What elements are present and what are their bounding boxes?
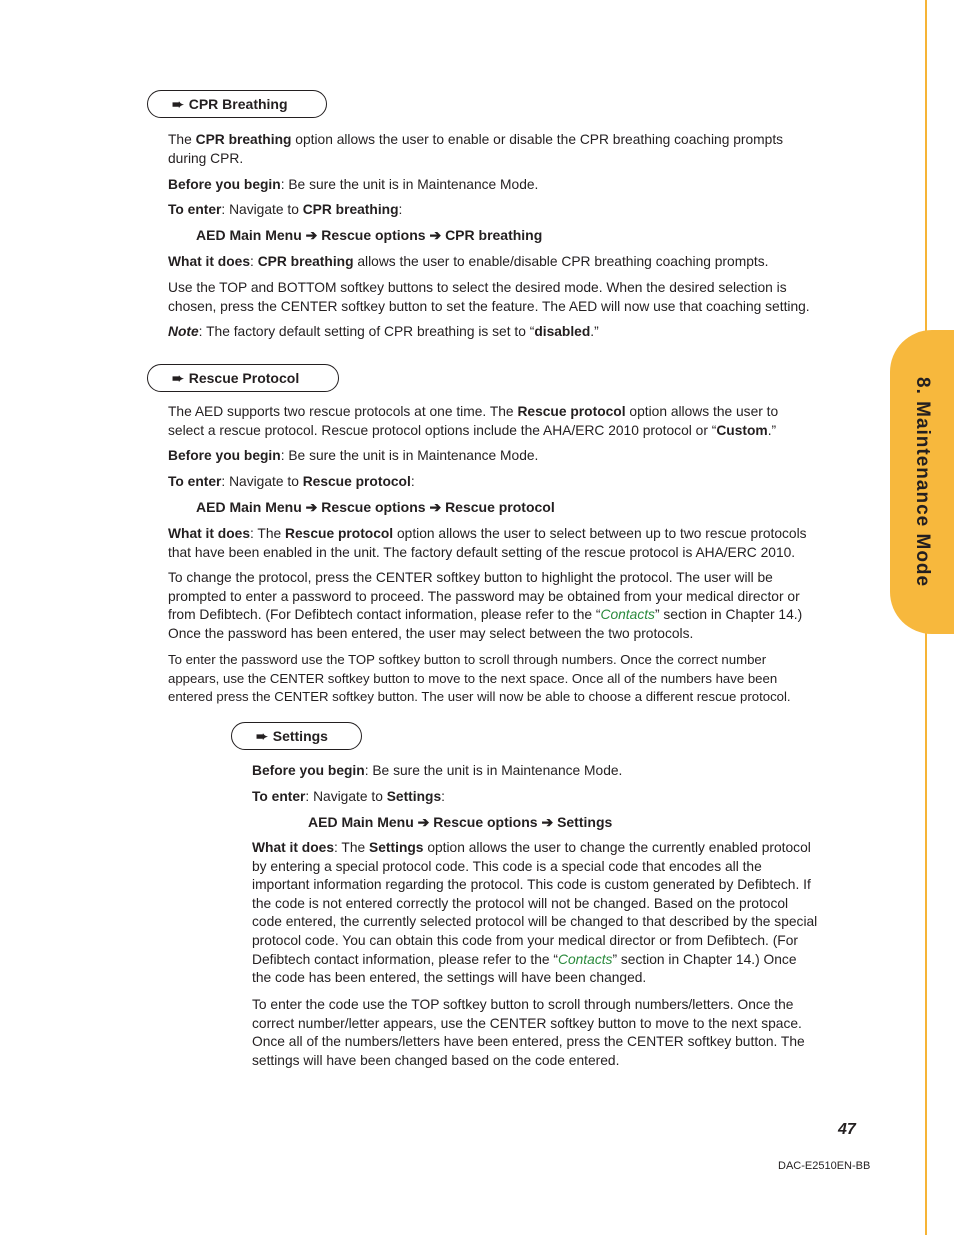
settings-code: To enter the code use the TOP softkey button to scroll through numbers/letters. Once the correct number/letter appears, use the CENTER softkey button to move to the next space. Once all of the numbers/letters have been entered, press the CENTER softkey button. The settings will have been changed based on the code entered.	[252, 997, 805, 1068]
contacts-link[interactable]: Contacts	[558, 951, 613, 967]
document-code: DAC-E2510EN-BB	[778, 1160, 871, 1172]
arrow-right-icon: ➨	[256, 727, 268, 744]
cpr-breathing-heading	[147, 90, 327, 118]
cpr-enter: To enter: Navigate to CPR breathing:	[168, 202, 403, 217]
rescue-protocol-heading	[147, 364, 339, 392]
cpr-usage: Use the TOP and BOTTOM softkey buttons to select the desired mode. When the desired selection is chosen, press the CENTER softkey button to set the feature. The AED will now use that coaching setting.	[168, 280, 810, 314]
cpr-before: Before you begin: Be sure the unit is in Maintenance Mode.	[168, 177, 539, 192]
cpr-breathing-heading-label: CPR Breathing	[188, 96, 288, 112]
rescue-before: Before you begin: Be sure the unit is in Maintenance Mode.	[168, 448, 539, 463]
rescue-intro: The AED supports two rescue protocols at one time. The Rescue protocol option allows the user to select a rescue protocol. Rescue protocol options include the AHA/ERC 2010 protocol or “Custom.”	[168, 404, 779, 438]
arrow-right-icon: ➨	[172, 369, 184, 386]
settings-enter: To enter: Navigate to Settings:	[252, 789, 445, 804]
cpr-menu-path: AED Main Menu ➔ Rescue options ➔ CPR breathing	[196, 227, 543, 243]
chapter-tab-label: 8. Maintenance Mode	[912, 376, 933, 588]
settings-before: Before you begin: Be sure the unit is in Maintenance Mode.	[252, 763, 623, 778]
cpr-what: What it does: CPR breathing allows the user to enable/disable CPR breathing coaching prompts.	[168, 254, 769, 269]
contacts-link[interactable]: Contacts	[600, 607, 655, 623]
rescue-enter: To enter: Navigate to Rescue protocol:	[168, 474, 415, 489]
chapter-tab	[890, 330, 954, 634]
page-number: 47	[838, 1121, 856, 1138]
settings-what: What it does: The Settings option allows the user to change the currently enabled protocol by entering a special protocol code. This code is a special code that encodes all the important information regarding the protocol. This code is custom generated by Defibtech. If the code is not entered correctly the protocol will not be changed. Based on the protocol code entered, the currently selected protocol will be changed to that described by the special protocol code. You can obtain this code from your medical director or from Defibtech. (For Defibtech contact information, please refer to the “Contacts” section in Chapter 14.) Once the code has been entered, the settings will have been changed.	[252, 840, 818, 986]
cpr-note: Note: The factory default setting of CPR breathing is set to “disabled.”	[168, 324, 599, 339]
rescue-password: To enter the password use the TOP softkey button to scroll through numbers. Once the correct number appears, use the CENTER softkey button to move to the next space. Once all of the numbers have been entered press the CENTER softkey button. The user will now be able to choose a different rescue protocol.	[168, 652, 791, 705]
arrow-right-icon: ➨	[172, 95, 184, 112]
settings-menu-path: AED Main Menu ➔ Rescue options ➔ Settings	[308, 814, 613, 830]
rescue-protocol-heading-label: Rescue Protocol	[188, 370, 300, 386]
settings-heading-label: Settings	[272, 728, 328, 744]
settings-heading	[231, 722, 362, 750]
cpr-intro: The CPR breathing option allows the user to enable or disable the CPR breathing coaching prompts during CPR.	[168, 132, 784, 166]
rescue-what: What it does: The Rescue protocol option allows the user to select between up to two rescue protocols that have been enabled in the unit. The factory default setting of the rescue protocol is AHA/ERC 2010.	[168, 526, 807, 560]
rescue-menu-path: AED Main Menu ➔ Rescue options ➔ Rescue protocol	[196, 499, 555, 515]
rescue-change: To change the protocol, press the CENTER softkey button to highlight the protocol. The user will be prompted to enter a password to proceed. The password may be obtained from your medical director or from Defibtech. (For Defibtech contact information, please refer to the “Contacts” section in Chapter 14.) Once the password has been entered, the user may select between the two protocols.	[168, 570, 803, 641]
